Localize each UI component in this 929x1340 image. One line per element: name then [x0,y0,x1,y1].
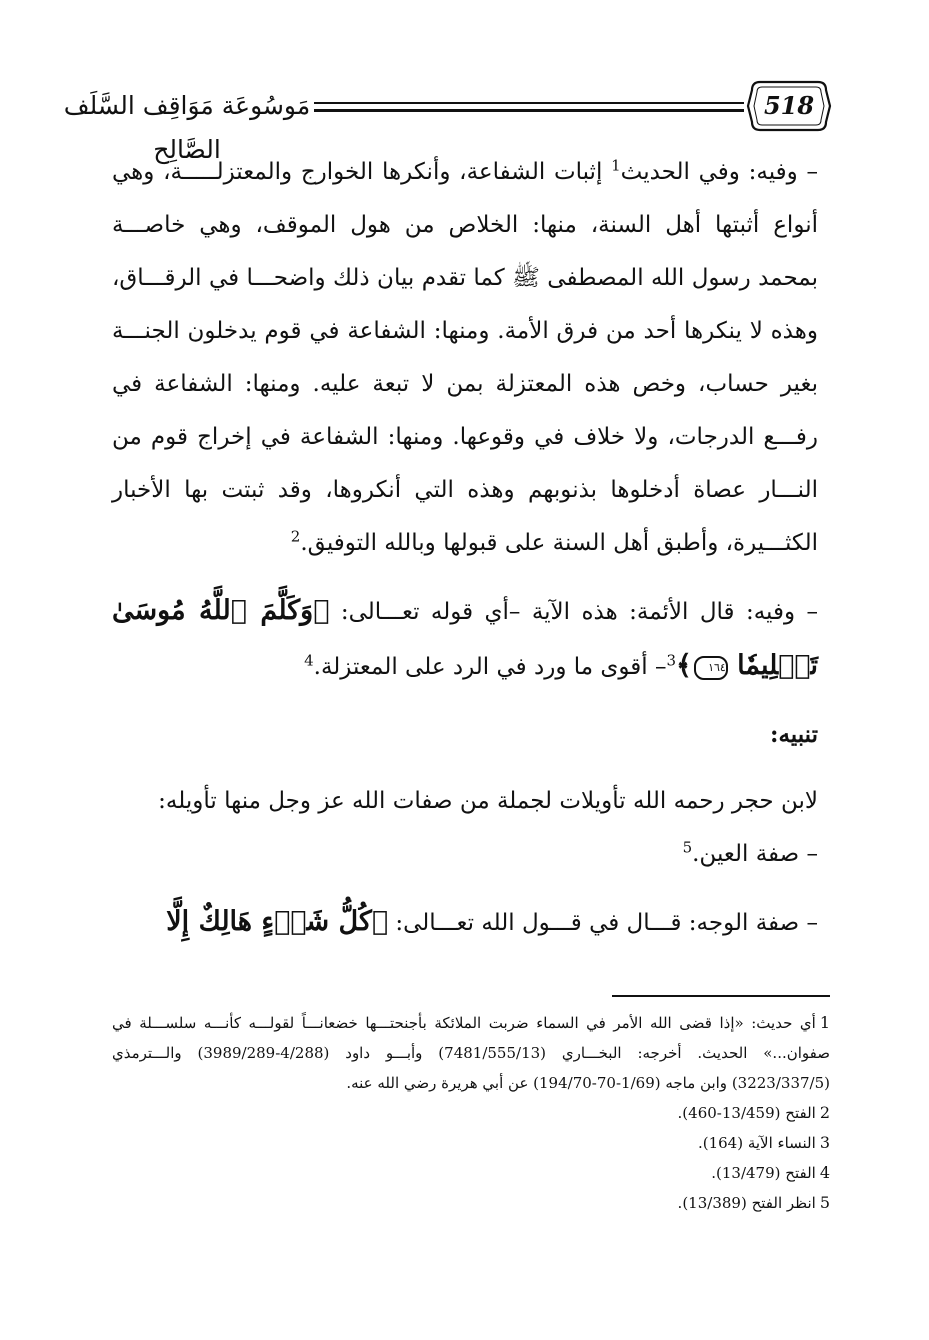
quran-verse: ﴿كُلُّ شَيۡءٍ هَالِكٌ إِلَّا [166,906,389,937]
footnote-number: 3 [819,1133,830,1152]
page-number: 518 [763,91,815,120]
footnote-ref: 5 [682,838,693,857]
footnote-ref: 3 [666,651,677,670]
text-run: – صفة العين. [692,841,818,867]
footnote-separator [612,995,830,997]
footnote-text: أي حديث: «إذا قضى الله الأمر في السماء ضربت الملائكة بأجنحتـــها خضعانـــاً لقولـــه كأنـــه سلســـلة في صفوان...» الحديث. أخرجه: البخـــاري (7481/555/13) وأبـــو داود (4/288-3989/289) والـــترمذي (3223/337/5) وابن ماجه (1/69-70-194/70) عن أبي هريرة رضي الله عنه. [112,1014,830,1092]
paragraph-tanbih: لابن حجر رحمه الله تأويلات لجملة من صفات الله عز وجل منها تأويله: [158,788,818,814]
footnote-number: 1 [819,1013,830,1032]
footnote-text: النساء الآية (164). [697,1134,816,1152]
footnote [112,1128,830,1158]
main-text [112,146,818,950]
footnote-number: 4 [819,1163,830,1182]
text-run: إثبات الشفاعة، وأنكرها الخوارج والمعتزلـــــة، وهي أنواع أثبتها أهل السنة، منها: الخلاص من هول الموقف، وهي خاصـــة بمحمد رسول الله المصطفى ﷺ كما تقدم بيان ذلك واضحـــا في الرقـــاق، وهذه لا ينكرها أحد من فرق الأمة. ومنها: الشفاعة في قوم يدخلون الجنـــة بغير حساب، وخص هذه المعتزلة بمن لا تبعة عليه. ومنها: الشفاعة في رفـــع الدرجات، ولا خلاف في وقوعها. ومنها: الشفاعة في إخراج قوم من النـــار عصاة أدخلوها بذنوبهم وهذه التي أنكروها، وقد ثبتت بها الأخبار الكثـــيرة، وأطبق أهل السنة على قبولها وبالله التوفيق. [112,159,818,556]
paragraph-wajh [112,895,818,950]
page-header [52,76,832,164]
footnote [112,1188,830,1218]
footnote-number: 5 [819,1193,830,1212]
text-run: – وفيه: قال الأئمة: هذه الآية –أي قوله تعـــالى: [329,599,819,625]
book-title: مَوسُوعَة مَوَاقِف السَّلَف الصَّالِح [63,91,311,164]
quran-verse: ﴿وَكَلَّمَ ٱللَّهُ مُوسَىٰ تَكۡلِيمٗا [112,595,818,681]
footnote [112,1158,830,1188]
text-run: – أقوى ما ورد في الرد على المعتزلة. [313,654,667,680]
footnote-ref: 2 [290,527,301,546]
paragraph-ayn [112,828,818,881]
text-run: – صفة الوجه: قـــال في قـــول الله تعـــالى: [388,910,818,936]
page-number-badge [746,76,832,136]
header-rule [314,102,744,104]
paragraph-aya [112,584,818,694]
quran-bracket: ﴾ [676,650,692,681]
text-run: – وفيه: وفي الحديث [620,159,818,185]
footnote [112,1098,830,1128]
footnote-number: 2 [819,1103,830,1122]
ayah-number-icon: ١٦٤ [694,656,728,680]
footnote-text: انظر الفتح (13/389). [677,1194,816,1212]
footnote-ref: 1 [611,156,621,175]
footnote [112,1008,830,1098]
footnote-ref: 4 [304,651,314,670]
header-rule-thick [314,109,744,112]
footnote-text: الفتح (13/479). [711,1164,816,1182]
footnotes [112,1008,830,1218]
section-heading: تنبيه: [769,721,818,748]
paragraph-shafaa [112,146,818,570]
footnote-text: الفتح (13/459-460). [677,1104,816,1122]
